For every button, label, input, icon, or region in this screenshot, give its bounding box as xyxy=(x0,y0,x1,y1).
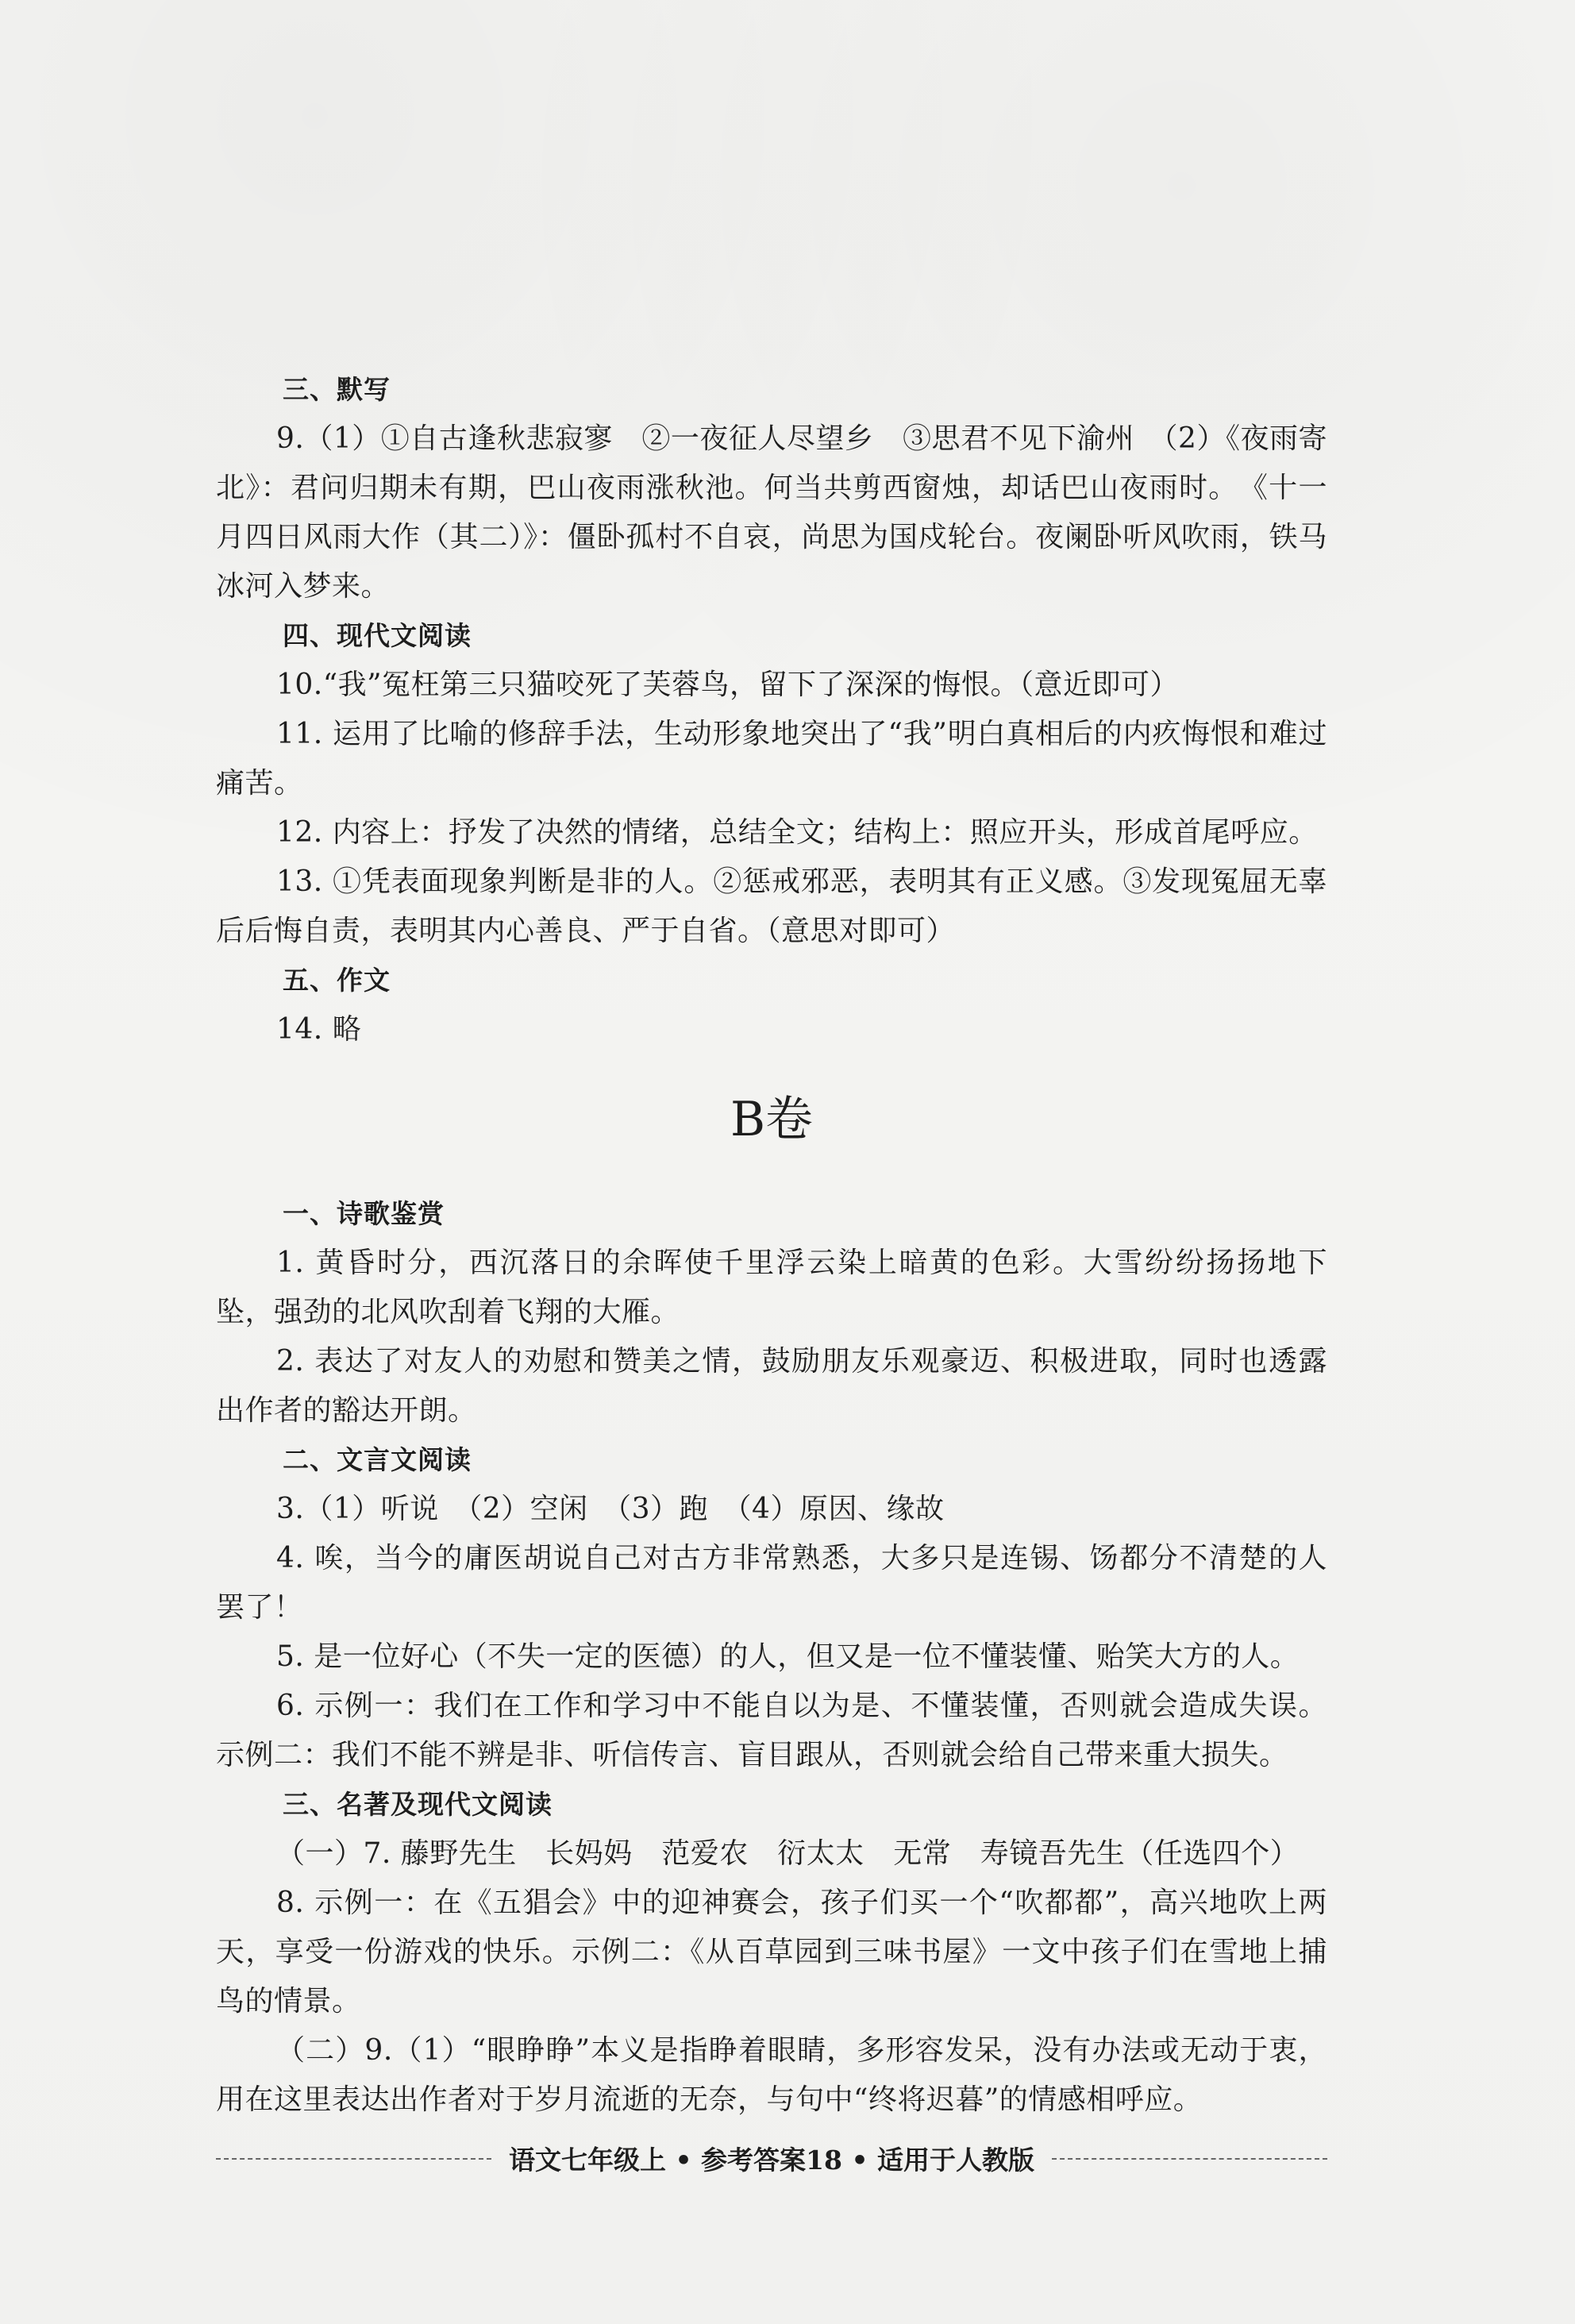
b-answer-1: 1. 黄昏时分，西沉落日的余晖使千里浮云染上暗黄的色彩。大雪纷纷扬扬地下坠，强劲的北风吹刮着飞翔的大雁。 xyxy=(216,1247,1327,1328)
heading-dictation: 三、默写 xyxy=(283,374,391,405)
b-answer-9: （二）9.（1）“眼睁睁”本义是指睁着眼睛，多形容发呆，没有办法或无动于衷，用在这里表达出作者对于岁月流逝的无奈，与句中“终将迟暮”的情感相呼应。 xyxy=(216,2034,1327,2116)
b-answer-6: 6. 示例一：我们在工作和学习中不能自以为是、不懂装懂，否则就会造成失误。示例二：我们不能不辨是非、听信传言、盲目跟从，否则就会给自己带来重大损失。 xyxy=(216,1690,1327,1771)
section-b-title: B卷 xyxy=(730,1092,814,1147)
footer-text: 语文七年级上 • 参考答案18 • 适用于人教版 xyxy=(508,2145,1035,2176)
page-footer xyxy=(216,2140,1327,2177)
b-answer-3: 3.（1）听说 （2）空闲 （3）跑 （4）原因、缘故 xyxy=(276,1493,945,1525)
heading-classics-modern: 三、名著及现代文阅读 xyxy=(283,1789,553,1820)
answer-content xyxy=(216,365,1327,2125)
heading-classical-chinese: 二、文言文阅读 xyxy=(283,1444,472,1475)
answer-11: 11. 运用了比喻的修辞手法，生动形象地突出了“我”明白真相后的内疚悔恨和难过痛苦。 xyxy=(216,718,1327,800)
answer-9: 9.（1）①自古逢秋悲寂寥 ②一夜征人尽望乡 ③思君不见下渝州 （2）《夜雨寄北》：君问归期未有期，巴山夜雨涨秋池。何当共剪西窗烛，却话巴山夜雨时。 《十一月四日风雨大作（其二）》：僵卧孤村不自哀，尚思为国戍轮台。夜阑卧听风吹雨，铁马冰河入梦来。 xyxy=(216,422,1327,603)
footer-divider-left xyxy=(216,2158,491,2160)
answer-12: 12. 内容上：抒发了决然的情绪，总结全文；结构上：照应开头，形成首尾呼应。 xyxy=(276,816,1318,849)
b-answer-4: 4. 唉，当今的庸医胡说自己对古方非常熟悉，大多只是连锡、饧都分不清楚的人罢了！ xyxy=(216,1542,1327,1624)
b-answer-7: （一）7. 藤野先生 长妈妈 范爱农 衍太太 无常 寿镜吾先生（任选四个） xyxy=(276,1837,1300,1870)
b-answer-5: 5. 是一位好心（不失一定的医德）的人，但又是一位不懂装懂、贻笑大方的人。 xyxy=(276,1640,1300,1673)
footer-divider-right xyxy=(1052,2158,1327,2160)
heading-modern-reading: 四、现代文阅读 xyxy=(283,620,472,651)
answer-10: 10.“我”冤枉第三只猫咬死了芙蓉鸟，留下了深深的悔恨。（意近即可） xyxy=(276,669,1180,701)
heading-composition: 五、作文 xyxy=(283,965,391,996)
answer-14: 14. 略 xyxy=(276,1013,362,1046)
b-answer-2: 2. 表达了对友人的劝慰和赞美之情，鼓励朋友乐观豪迈、积极进取，同时也透露出作者的豁达开朗。 xyxy=(216,1345,1327,1427)
b-answer-8: 8. 示例一：在《五猖会》中的迎神赛会，孩子们买一个“吹都都”，高兴地吹上两天，享受一份游戏的快乐。示例二：《从百草园到三味书屋》一文中孩子们在雪地上捕鸟的情景。 xyxy=(216,1887,1327,2018)
answer-13: 13. ①凭表面现象判断是非的人。②惩戒邪恶，表明其有正义感。③发现冤屈无辜后后悔自责，表明其内心善良、严于自省。（意思对即可） xyxy=(216,865,1327,947)
heading-poetry: 一、诗歌鉴赏 xyxy=(283,1198,445,1229)
